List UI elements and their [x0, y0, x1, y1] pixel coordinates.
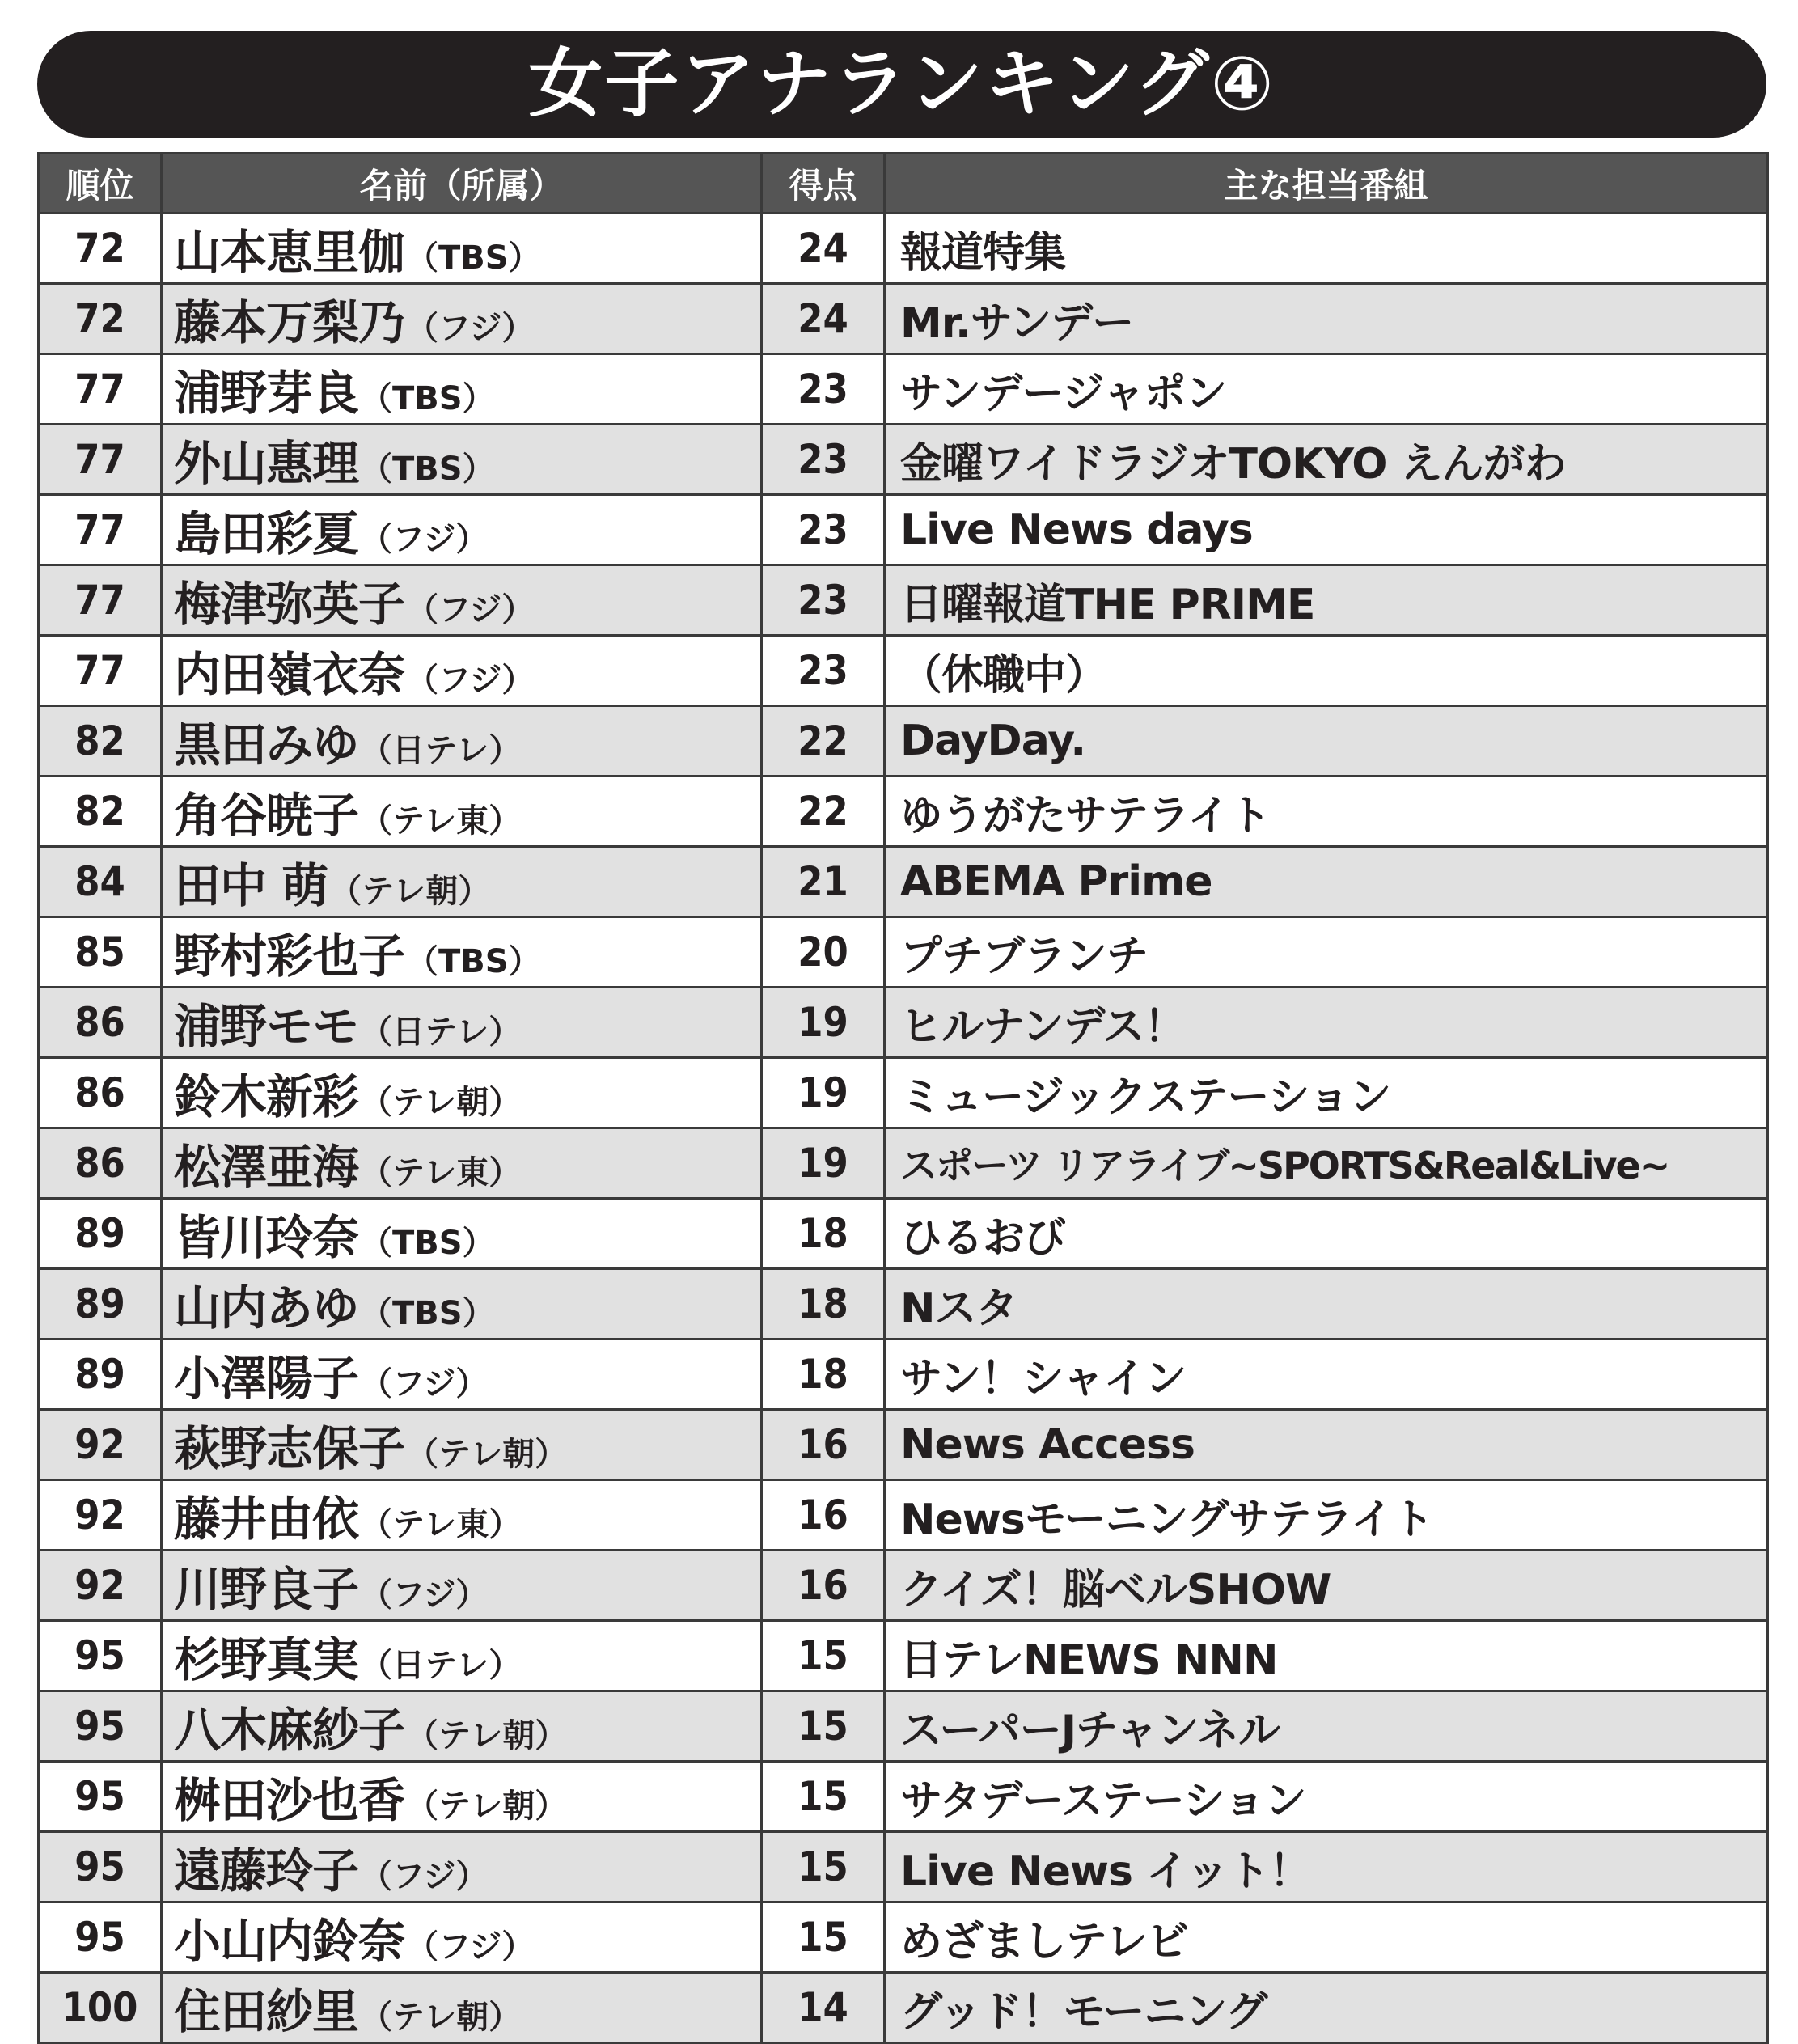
- affiliation-label: （フジ）: [406, 591, 535, 628]
- rank-cell: 72: [39, 284, 162, 354]
- rank-cell: 89: [39, 1269, 162, 1339]
- table-row: [39, 1339, 1768, 1410]
- score-cell: 24: [762, 214, 885, 284]
- table-header-row: [39, 154, 1768, 214]
- announcer-name: 藤本万梨乃: [174, 295, 405, 350]
- rank-cell: 95: [39, 1691, 162, 1762]
- score-cell: 19: [762, 1058, 885, 1128]
- name-cell: [162, 706, 762, 777]
- program-cell: Live News イット！: [885, 1832, 1768, 1902]
- rank-cell: 77: [39, 354, 162, 425]
- announcer-name: 野村彩也子: [174, 929, 405, 984]
- score-cell: 16: [762, 1410, 885, 1480]
- rank-cell: 77: [39, 495, 162, 565]
- announcer-name: 皆川玲奈: [174, 1210, 359, 1265]
- table-row: [39, 214, 1768, 284]
- score-cell: 15: [762, 1902, 885, 1973]
- affiliation-label: （テレ朝）: [406, 1788, 568, 1825]
- affiliation-label: （TBS）: [360, 380, 495, 417]
- table-row: [39, 1410, 1768, 1480]
- table-row: [39, 777, 1768, 847]
- table-row: [39, 495, 1768, 565]
- table-row: [39, 1480, 1768, 1551]
- name-cell: [162, 1058, 762, 1128]
- name-cell: [162, 284, 762, 354]
- rank-cell: 86: [39, 1128, 162, 1199]
- score-cell: 23: [762, 565, 885, 636]
- announcer-name: 鈴木新彩: [174, 1069, 359, 1124]
- program-cell: めざましテレビ: [885, 1902, 1768, 1973]
- name-cell: [162, 1339, 762, 1410]
- affiliation-label: （フジ）: [360, 1365, 489, 1403]
- name-cell: [162, 1832, 762, 1902]
- score-cell: 21: [762, 847, 885, 917]
- score-cell: 15: [762, 1762, 885, 1832]
- table-row: [39, 284, 1768, 354]
- title-bar: [37, 31, 1766, 138]
- program-cell: スポーツ リアライブ~SPORTS&Real&Live~: [885, 1128, 1768, 1199]
- affiliation-label: （テレ朝）: [360, 1084, 522, 1121]
- score-cell: 15: [762, 1691, 885, 1762]
- program-cell: クイズ！脳ベルSHOW: [885, 1551, 1768, 1621]
- affiliation-label: （TBS）: [406, 239, 541, 277]
- table-row: [39, 1621, 1768, 1691]
- rank-cell: 95: [39, 1902, 162, 1973]
- score-cell: 15: [762, 1621, 885, 1691]
- score-cell: 18: [762, 1199, 885, 1269]
- table-row: [39, 988, 1768, 1058]
- name-cell: [162, 917, 762, 988]
- table-row: [39, 1762, 1768, 1832]
- program-cell: 報道特集: [885, 214, 1768, 284]
- program-cell: Mr.サンデー: [885, 284, 1768, 354]
- affiliation-label: （テレ東）: [360, 1154, 522, 1191]
- announcer-name: 松澤亜海: [174, 1140, 359, 1195]
- announcer-name: 浦野芽良: [174, 366, 359, 421]
- name-cell: [162, 1691, 762, 1762]
- program-cell: 日テレNEWS NNN: [885, 1621, 1768, 1691]
- announcer-name: 藤井由依: [174, 1492, 359, 1547]
- program-cell: Live News days: [885, 495, 1768, 565]
- program-cell: グッド！モーニング: [885, 1973, 1768, 2043]
- affiliation-label: （テレ東）: [360, 1506, 522, 1543]
- rank-cell: 95: [39, 1832, 162, 1902]
- name-cell: [162, 847, 762, 917]
- program-cell: ゆうがたサテライト: [885, 777, 1768, 847]
- affiliation-label: （フジ）: [406, 1928, 535, 1966]
- table-row: [39, 1551, 1768, 1621]
- score-cell: 15: [762, 1832, 885, 1902]
- rank-cell: 92: [39, 1480, 162, 1551]
- program-cell: サン！シャイン: [885, 1339, 1768, 1410]
- table-row: [39, 917, 1768, 988]
- program-cell: （休職中）: [885, 636, 1768, 706]
- program-cell: News Access: [885, 1410, 1768, 1480]
- rank-cell: 86: [39, 1058, 162, 1128]
- rank-cell: 77: [39, 425, 162, 495]
- score-cell: 23: [762, 495, 885, 565]
- score-cell: 22: [762, 777, 885, 847]
- table-row: [39, 1691, 1768, 1762]
- affiliation-label: （日テレ）: [360, 1014, 522, 1051]
- score-cell: 23: [762, 425, 885, 495]
- score-cell: 19: [762, 988, 885, 1058]
- affiliation-label: （TBS）: [360, 1225, 495, 1262]
- affiliation-label: （TBS）: [406, 943, 541, 980]
- rank-cell: 89: [39, 1199, 162, 1269]
- header-score: 得点: [762, 154, 885, 214]
- rank-cell: 89: [39, 1339, 162, 1410]
- table-row: [39, 354, 1768, 425]
- rank-cell: 82: [39, 777, 162, 847]
- name-cell: [162, 354, 762, 425]
- rank-cell: 77: [39, 636, 162, 706]
- announcer-name: 島田彩夏: [174, 506, 359, 561]
- rank-cell: 86: [39, 988, 162, 1058]
- announcer-name: 川野良子: [174, 1562, 359, 1617]
- page-title: 女子アナランキング④: [528, 40, 1276, 127]
- name-cell: [162, 636, 762, 706]
- announcer-name: 内田嶺衣奈: [174, 647, 405, 702]
- name-cell: [162, 1410, 762, 1480]
- rank-cell: 92: [39, 1410, 162, 1480]
- rank-cell: 92: [39, 1551, 162, 1621]
- rank-cell: 72: [39, 214, 162, 284]
- announcer-name: 角谷暁子: [174, 788, 359, 843]
- program-cell: 日曜報道THE PRIME: [885, 565, 1768, 636]
- announcer-name: 小山内鈴奈: [174, 1914, 405, 1969]
- program-cell: ミュージックステーション: [885, 1058, 1768, 1128]
- table-row: [39, 1832, 1768, 1902]
- program-cell: ひるおび: [885, 1199, 1768, 1269]
- affiliation-label: （フジ）: [406, 662, 535, 699]
- name-cell: [162, 1973, 762, 2043]
- announcer-name: 杉野真実: [174, 1632, 359, 1687]
- announcer-name: 田中 萌: [174, 858, 328, 913]
- program-cell: ABEMA Prime: [885, 847, 1768, 917]
- program-cell: サンデージャポン: [885, 354, 1768, 425]
- name-cell: [162, 1762, 762, 1832]
- program-cell: Nスタ: [885, 1269, 1768, 1339]
- name-cell: [162, 1269, 762, 1339]
- announcer-name: 浦野モモ: [174, 999, 359, 1054]
- name-cell: [162, 1480, 762, 1551]
- score-cell: 19: [762, 1128, 885, 1199]
- rank-cell: 100: [39, 1973, 162, 2043]
- ranking-table: [37, 152, 1769, 2044]
- score-cell: 14: [762, 1973, 885, 2043]
- score-cell: 16: [762, 1480, 885, 1551]
- rank-cell: 84: [39, 847, 162, 917]
- table-row: [39, 1058, 1768, 1128]
- header-rank: 順位: [39, 154, 162, 214]
- program-cell: ヒルナンデス！: [885, 988, 1768, 1058]
- score-cell: 20: [762, 917, 885, 988]
- table-row: [39, 565, 1768, 636]
- name-cell: [162, 495, 762, 565]
- program-cell: プチブランチ: [885, 917, 1768, 988]
- table-row: [39, 706, 1768, 777]
- announcer-name: 山内あゆ: [174, 1280, 359, 1335]
- name-cell: [162, 425, 762, 495]
- affiliation-label: （フジ）: [360, 521, 489, 558]
- table-row: [39, 1973, 1768, 2043]
- name-cell: [162, 565, 762, 636]
- program-cell: DayDay.: [885, 706, 1768, 777]
- announcer-name: 八木麻紗子: [174, 1703, 405, 1758]
- score-cell: 18: [762, 1339, 885, 1410]
- affiliation-label: （TBS）: [360, 1295, 495, 1332]
- table-row: [39, 636, 1768, 706]
- affiliation-label: （TBS）: [360, 451, 495, 488]
- header-name: 名前（所属）: [162, 154, 762, 214]
- rank-cell: 95: [39, 1621, 162, 1691]
- rank-cell: 85: [39, 917, 162, 988]
- announcer-name: 梅津弥英子: [174, 577, 405, 632]
- name-cell: [162, 988, 762, 1058]
- announcer-name: 山本恵里伽: [174, 225, 405, 280]
- affiliation-label: （テレ朝）: [406, 1436, 568, 1473]
- name-cell: [162, 1199, 762, 1269]
- table-row: [39, 1199, 1768, 1269]
- announcer-name: 萩野志保子: [174, 1421, 405, 1476]
- name-cell: [162, 1128, 762, 1199]
- announcer-name: 小澤陽子: [174, 1351, 359, 1406]
- rank-cell: 95: [39, 1762, 162, 1832]
- affiliation-label: （フジ）: [406, 310, 535, 347]
- score-cell: 18: [762, 1269, 885, 1339]
- name-cell: [162, 1621, 762, 1691]
- rank-cell: 77: [39, 565, 162, 636]
- name-cell: [162, 1902, 762, 1973]
- table-row: [39, 425, 1768, 495]
- table-row: [39, 1902, 1768, 1973]
- affiliation-label: （テレ朝）: [406, 1717, 568, 1754]
- announcer-name: 黒田みゆ: [174, 717, 359, 772]
- program-cell: Newsモーニングサテライト: [885, 1480, 1768, 1551]
- affiliation-label: （テレ朝）: [360, 1999, 522, 2036]
- announcer-name: 遠藤玲子: [174, 1843, 359, 1898]
- table-row: [39, 1128, 1768, 1199]
- name-cell: [162, 777, 762, 847]
- score-cell: 23: [762, 636, 885, 706]
- table-row: [39, 1269, 1768, 1339]
- rank-cell: 82: [39, 706, 162, 777]
- score-cell: 16: [762, 1551, 885, 1621]
- table-body: [39, 214, 1768, 2043]
- affiliation-label: （テレ朝）: [329, 873, 491, 910]
- affiliation-label: （フジ）: [360, 1858, 489, 1895]
- table-row: [39, 847, 1768, 917]
- header-program: 主な担当番組: [885, 154, 1768, 214]
- affiliation-label: （テレ東）: [360, 802, 522, 840]
- affiliation-label: （日テレ）: [360, 732, 522, 769]
- name-cell: [162, 214, 762, 284]
- affiliation-label: （日テレ）: [360, 1647, 522, 1684]
- program-cell: サタデーステーション: [885, 1762, 1768, 1832]
- announcer-name: 住田紗里: [174, 1984, 359, 2039]
- score-cell: 22: [762, 706, 885, 777]
- announcer-name: 桝田沙也香: [174, 1773, 405, 1828]
- score-cell: 24: [762, 284, 885, 354]
- score-cell: 23: [762, 354, 885, 425]
- affiliation-label: （フジ）: [360, 1576, 489, 1614]
- program-cell: 金曜ワイドラジオTOKYO えんがわ: [885, 425, 1768, 495]
- name-cell: [162, 1551, 762, 1621]
- announcer-name: 外山惠理: [174, 436, 359, 491]
- program-cell: スーパーJチャンネル: [885, 1691, 1768, 1762]
